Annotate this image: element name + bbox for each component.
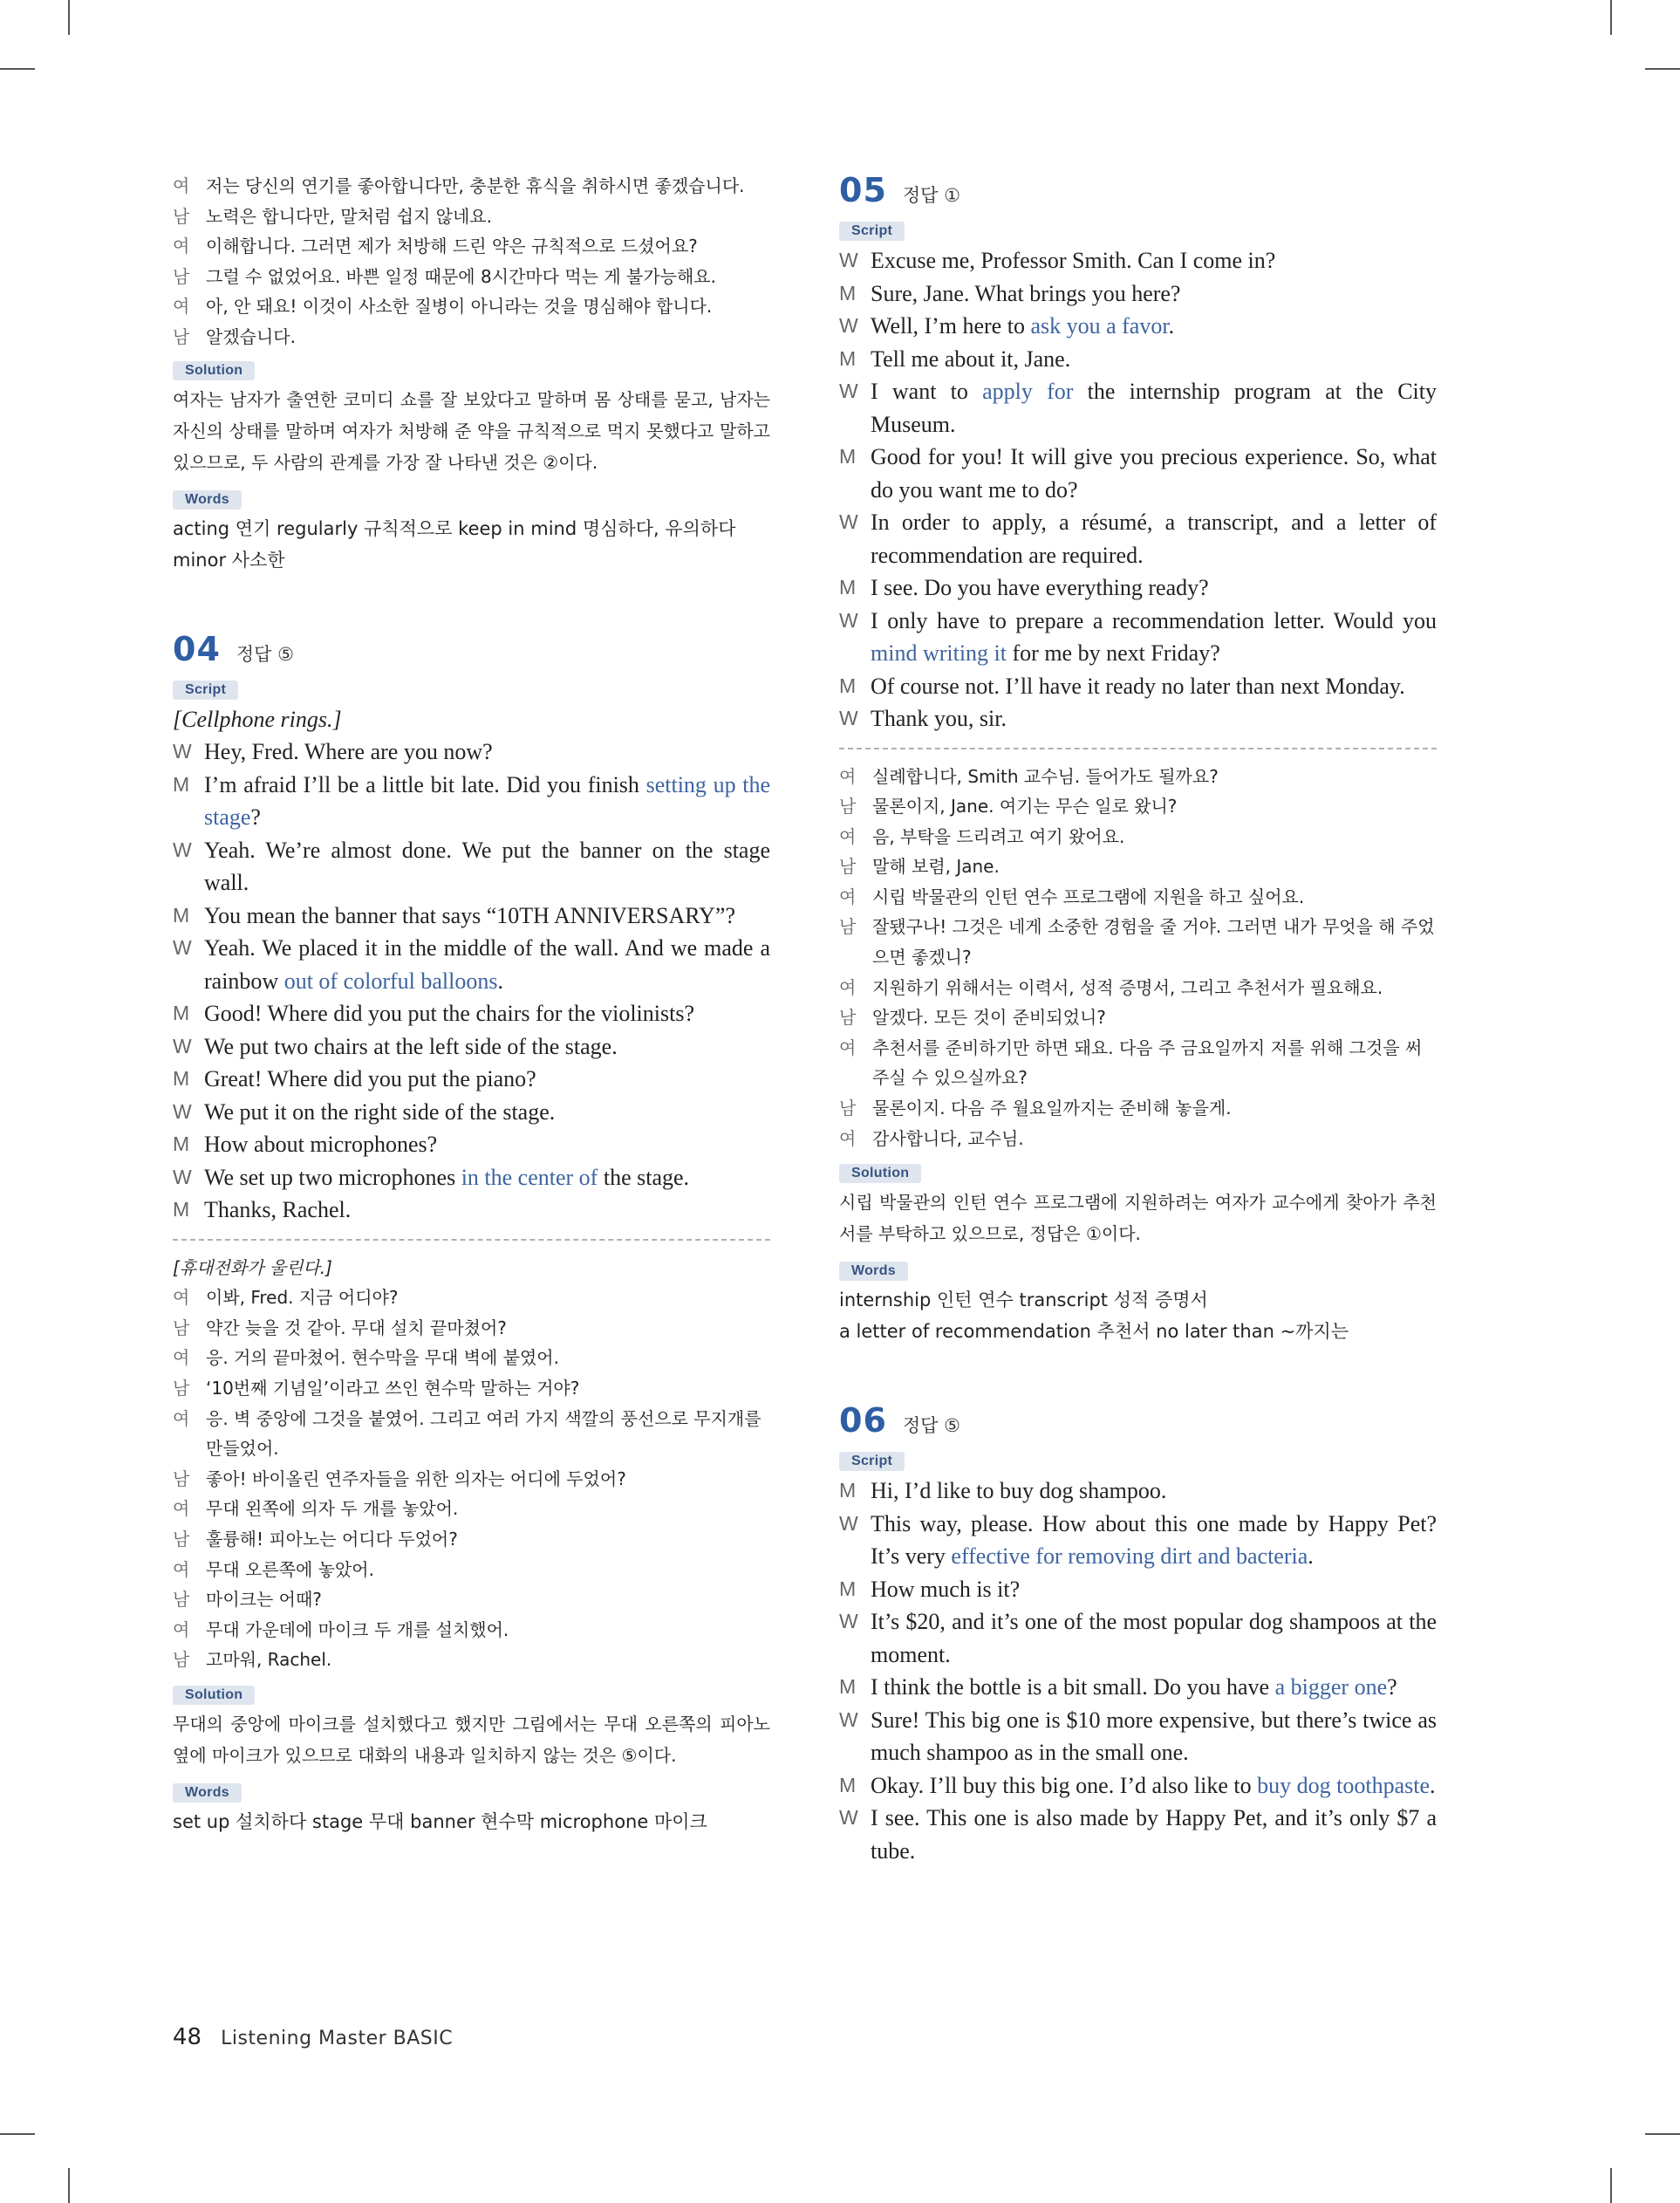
- dialogue-line: [173, 769, 770, 834]
- line-text: Yeah. We placed it in the middle of the wall. And we made a rainbow: [204, 935, 770, 994]
- line-text: 저는 당신의 연기를 좋아합니다만, 충분한 휴식을 취하시면 좋겠습니다.: [206, 175, 745, 196]
- line-text: the stage.: [598, 1164, 690, 1190]
- line-text: Great! Where did you put the piano?: [204, 1066, 536, 1092]
- words-badge: Words: [173, 490, 242, 510]
- speaker-label: M: [839, 1675, 857, 1699]
- line-text: Yeah. We’re almost done. We put the banner on the stage wall.: [204, 837, 770, 896]
- korean-line: [839, 1124, 1437, 1154]
- highlighted-phrase: effective for removing dirt and bacteria: [951, 1543, 1308, 1570]
- solution-text: 시립 박물관의 인턴 연수 프로그램에 지원하려는 여자가 교수에게 찾아가 추천서를 부탁하고 있으므로, 정답은 ①이다.: [839, 1192, 1437, 1245]
- dialogue-line: [173, 932, 770, 997]
- line-text: 말해 보렴, Jane.: [872, 856, 1000, 878]
- speaker-label: M: [839, 1773, 857, 1796]
- solution-badge: Solution: [839, 1164, 921, 1183]
- dialogue-line: [839, 310, 1437, 343]
- speaker-label: 여: [839, 765, 857, 787]
- speaker-label: M: [173, 1132, 190, 1156]
- line-text: 그럴 수 없었어요. 바쁜 일정 때문에 8시간마다 먹는 게 불가능해요.: [206, 265, 716, 287]
- words-line: acting 연기 regularly 규칙적으로 keep in mind 명심하다, 유의하다: [173, 517, 736, 539]
- dialogue-line: [173, 1063, 770, 1096]
- highlighted-phrase: out of colorful balloons: [283, 968, 498, 994]
- line-text: Tell me about it, Jane.: [871, 346, 1071, 372]
- words-line: set up 설치하다 stage 무대 banner 현수막 microphone 마이크: [173, 1810, 707, 1832]
- line-text: ?: [250, 804, 261, 831]
- line-text: 이봐, Fred. 지금 어디야?: [206, 1287, 399, 1309]
- korean-line: [839, 852, 1437, 882]
- dialogue-line: [173, 834, 770, 900]
- line-text: Okay. I’ll buy this big one. I’d also like to: [871, 1772, 1258, 1798]
- dialogue-line: [839, 605, 1437, 670]
- korean-line: [839, 882, 1437, 913]
- speaker-label: W: [839, 1610, 858, 1633]
- highlighted-phrase: apply for: [982, 379, 1074, 404]
- speaker-label: 여: [839, 886, 857, 907]
- line-text: It’s $20, and it’s one of the most popular dog shampoos at the moment.: [871, 1609, 1437, 1667]
- crop-mark: [1610, 0, 1612, 35]
- right-column: [839, 171, 1437, 1867]
- highlighted-phrase: ask you a favor: [1030, 313, 1169, 339]
- words-badge: Words: [173, 1783, 242, 1803]
- line-text: 응. 벽 중앙에 그것을 붙였어. 그리고 여러 가지 색깔의 풍선으로 무지개를 만들었어.: [206, 1407, 761, 1460]
- line-text: 응. 거의 끝마쳤어. 현수막을 무대 벽에 붙였어.: [206, 1347, 559, 1369]
- line-text: 무대 가운데에 마이크 두 개를 설치했어.: [206, 1618, 509, 1640]
- speaker-label: 여: [173, 296, 190, 318]
- line-text: the internship program at the City Museum.: [871, 379, 1437, 437]
- dialogue-line: [839, 1508, 1437, 1573]
- speaker-label: M: [839, 674, 857, 697]
- korean-line: [839, 762, 1437, 792]
- crop-mark: [68, 0, 70, 35]
- korean-line: [173, 1464, 770, 1495]
- speaker-label: 남: [839, 796, 857, 818]
- speaker-label: W: [173, 740, 192, 763]
- korean-line: [173, 1313, 770, 1344]
- dialogue-line: [839, 1769, 1437, 1803]
- question-header-04: [173, 630, 770, 668]
- line-text: 지원하기 위해서는 이력서, 성적 증명서, 그리고 추천서가 필요해요.: [872, 976, 1383, 998]
- dialogue-line: [839, 441, 1437, 506]
- crop-mark: [0, 68, 35, 70]
- speaker-label: M: [839, 346, 857, 370]
- line-text: 이해합니다. 그러면 제가 처방해 드린 약은 규칙적으로 드셨어요?: [206, 236, 698, 257]
- divider: [839, 748, 1437, 749]
- line-text: 알겠다. 모든 것이 준비되었니?: [872, 1007, 1106, 1029]
- korean-line: [839, 822, 1437, 852]
- speaker-label: 남: [839, 916, 857, 938]
- line-text: We set up two microphones: [204, 1164, 461, 1190]
- korean-stage-direction: [휴대전화가 울린다.]: [173, 1256, 332, 1278]
- speaker-label: 여: [173, 1347, 190, 1369]
- speaker-label: M: [173, 772, 190, 796]
- dialogue-line: [839, 506, 1437, 571]
- speaker-label: 남: [173, 265, 190, 287]
- line-text: ‘10번째 기념일’이라고 쓰인 현수막 말하는 거야?: [206, 1377, 580, 1399]
- question-number: 05: [839, 171, 887, 209]
- page-number: 48: [173, 2024, 202, 2050]
- speaker-label: W: [839, 1511, 858, 1535]
- speaker-label: 남: [173, 1649, 190, 1671]
- crop-mark: [0, 2133, 35, 2135]
- page-footer: [173, 2024, 453, 2050]
- dialogue-line: [839, 1573, 1437, 1606]
- dialogue-line: [839, 670, 1437, 703]
- speaker-label: M: [839, 445, 857, 468]
- dialogue-line: [173, 1030, 770, 1064]
- answer-label: 정답 ①: [902, 185, 960, 206]
- speaker-label: 여: [173, 1498, 190, 1520]
- dialogue-line: [839, 571, 1437, 605]
- words-line: internship 인턴 연수 transcript 성적 증명서: [839, 1290, 1208, 1311]
- words-line: minor 사소한: [173, 549, 285, 571]
- speaker-label: 여: [173, 236, 190, 257]
- line-text: Hey, Fred. Where are you now?: [204, 739, 493, 765]
- korean-line: [173, 1343, 770, 1373]
- line-text: 무대 오른쪽에 놓았어.: [206, 1558, 374, 1580]
- speaker-label: W: [173, 1099, 192, 1123]
- line-text: Well, I’m here to: [871, 313, 1031, 339]
- speaker-label: 여: [839, 825, 857, 847]
- script-badge: Script: [839, 1452, 905, 1471]
- speaker-label: 남: [173, 325, 190, 347]
- line-text: Excuse me, Professor Smith. Can I come in?: [871, 248, 1276, 273]
- top-korean-transcript: [173, 171, 770, 352]
- line-text: I think the bottle is a bit small. Do you have: [871, 1674, 1275, 1700]
- speaker-label: 남: [173, 1468, 190, 1489]
- line-text: Hi, I’d like to buy dog shampoo.: [871, 1478, 1167, 1504]
- korean-line: [839, 1002, 1437, 1033]
- korean-line: [173, 1645, 770, 1675]
- korean-line: [173, 262, 770, 292]
- speaker-label: W: [173, 838, 192, 861]
- speaker-label: W: [839, 1806, 858, 1830]
- speaker-label: 남: [173, 1317, 190, 1338]
- dialogue-line: [173, 735, 770, 769]
- line-text: 잘됐구나! 그것은 네게 소중한 경험을 줄 거야. 그러면 내가 무엇을 해 주었으면 좋겠니?: [872, 916, 1435, 968]
- solution-badge: Solution: [173, 1686, 255, 1705]
- line-text: Thank you, sir.: [871, 706, 1007, 731]
- line-text: 노력은 합니다만, 말처럼 쉽지 않네요.: [206, 205, 492, 227]
- speaker-label: 여: [839, 1127, 857, 1149]
- question-header-05: [839, 171, 1437, 209]
- dialogue-line: [839, 375, 1437, 441]
- korean-line: [839, 973, 1437, 1003]
- line-text: In order to apply, a résumé, a transcript, and a letter of recommendation are required.: [871, 510, 1437, 568]
- korean-line: [173, 202, 770, 232]
- korean-line: [173, 1615, 770, 1645]
- line-text: Thanks, Rachel.: [204, 1197, 352, 1223]
- korean-line: [173, 1494, 770, 1524]
- korean-line: [173, 291, 770, 322]
- korean-line: [173, 322, 770, 352]
- speaker-label: 여: [839, 976, 857, 998]
- speaker-label: 남: [173, 205, 190, 227]
- highlighted-phrase: a bigger one: [1274, 1674, 1388, 1700]
- line-text: 무대 왼쪽에 의자 두 개를 놓았어.: [206, 1498, 459, 1520]
- speaker-label: M: [173, 1198, 190, 1221]
- line-text: This way, please. How about this one made by Happy Pet? It’s very: [871, 1510, 1437, 1570]
- speaker-label: 여: [839, 1037, 857, 1058]
- speaker-label: W: [839, 314, 858, 337]
- speaker-label: W: [839, 707, 858, 729]
- speaker-label: M: [839, 281, 857, 304]
- dialogue-line: [839, 244, 1437, 277]
- speaker-label: W: [839, 510, 858, 533]
- speaker-label: W: [839, 608, 858, 632]
- crop-mark: [1645, 2133, 1680, 2135]
- dialogue-line: [839, 1671, 1437, 1704]
- korean-line: [173, 1584, 770, 1615]
- korean-line: [839, 1093, 1437, 1124]
- line-text: You mean the banner that says “10TH ANNIVERSARY”?: [204, 902, 735, 928]
- dialogue-line: [839, 702, 1437, 735]
- line-text: 물론이지. 다음 주 월요일까지는 준비해 놓을게.: [872, 1098, 1232, 1119]
- left-column: [173, 171, 770, 1837]
- line-text: for me by next Friday?: [1007, 640, 1220, 666]
- speaker-label: W: [173, 1165, 192, 1188]
- korean-line: [173, 1283, 770, 1313]
- words-badge: Words: [839, 1262, 908, 1281]
- line-text: 실례합니다, Smith 교수님. 들어가도 될까요?: [872, 765, 1219, 787]
- korean-line: [173, 171, 770, 202]
- crop-mark: [1610, 2168, 1612, 2203]
- question-header-06: [839, 1401, 1437, 1440]
- highlighted-phrase: in the center of: [461, 1164, 598, 1190]
- line-text: ?: [1387, 1674, 1397, 1700]
- korean-line: [839, 1033, 1437, 1093]
- korean-line: [173, 1555, 770, 1585]
- speaker-label: M: [839, 1577, 857, 1600]
- line-text: Good! Where did you put the chairs for the violinists?: [204, 1001, 695, 1027]
- line-text: We put it on the right side of the stage.: [204, 1098, 556, 1125]
- divider: [173, 1239, 770, 1241]
- answer-label: 정답 ⑤: [902, 1415, 960, 1437]
- line-text: .: [1430, 1772, 1436, 1798]
- question-number: 04: [173, 629, 221, 668]
- speaker-label: M: [839, 1479, 857, 1502]
- book-title: Listening Master BASIC: [221, 2028, 454, 2049]
- line-text: I want to: [871, 379, 983, 404]
- line-text: .: [497, 968, 503, 994]
- crop-mark: [1645, 68, 1680, 70]
- line-text: We put two chairs at the left side of the stage.: [204, 1033, 618, 1059]
- english-script: [839, 1474, 1437, 1867]
- line-text: 추천서를 준비하기만 하면 돼요. 다음 주 금요일까지 저를 위해 그것을 써 주실 수 있으실까요?: [872, 1037, 1423, 1089]
- speaker-label: 남: [173, 1377, 190, 1399]
- speaker-label: W: [839, 380, 858, 402]
- korean-line: [173, 231, 770, 262]
- line-text: I see. Do you have everything ready?: [871, 575, 1209, 600]
- speaker-label: M: [173, 1002, 190, 1025]
- stage-direction: [Cellphone rings.]: [173, 706, 342, 732]
- korean-transcript: [173, 1283, 770, 1675]
- korean-transcript: [839, 762, 1437, 1154]
- speaker-label: M: [173, 1067, 190, 1091]
- dialogue-line: [839, 1704, 1437, 1769]
- question-number: 06: [839, 1401, 887, 1440]
- english-script: [173, 735, 770, 1227]
- solution-text: 여자는 남자가 출연한 코미디 쇼를 잘 보았다고 말하며 몸 상태를 묻고, 남자는 자신의 상태를 말하며 여자가 처방해 준 약을 규칙적으로 먹지 못했다고 말하고 있으므로, 두 사람의 관계를 가장 잘 나타낸 것은 ②이다.: [173, 388, 770, 473]
- dialogue-line: [839, 277, 1437, 311]
- korean-line: [173, 1373, 770, 1404]
- line-text: 알겠습니다.: [206, 325, 296, 347]
- line-text: I see. This one is also made by Happy Pet, and it’s only $7 a tube.: [871, 1805, 1437, 1864]
- dialogue-line: [173, 900, 770, 933]
- speaker-label: W: [839, 249, 858, 271]
- line-text: How much is it?: [871, 1576, 1021, 1602]
- solution-text: 무대의 중앙에 마이크를 설치했다고 했지만 그림에서는 무대 오른쪽의 피아노 옆에 마이크가 있으므로 대화의 내용과 일치하지 않는 것은 ⑤이다.: [173, 1713, 770, 1766]
- line-text: 시립 박물관의 인턴 연수 프로그램에 지원을 하고 싶어요.: [872, 886, 1305, 907]
- line-text: 물론이지, Jane. 여기는 무슨 일로 왔니?: [872, 796, 1178, 818]
- script-badge: Script: [173, 681, 238, 700]
- highlighted-phrase: mind writing it: [871, 640, 1007, 666]
- korean-line: [839, 912, 1437, 972]
- line-text: 훌륭해! 피아노는 어디다 두었어?: [206, 1528, 458, 1550]
- speaker-label: 여: [173, 175, 190, 196]
- line-text: 감사합니다, 교수님.: [872, 1127, 1024, 1149]
- solution-badge: Solution: [173, 361, 255, 380]
- dialogue-line: [173, 1128, 770, 1161]
- dialogue-line: [839, 1605, 1437, 1671]
- line-text: 고마워, Rachel.: [206, 1649, 332, 1671]
- crop-mark: [68, 2168, 70, 2203]
- line-text: How about microphones?: [204, 1132, 438, 1158]
- highlighted-phrase: buy dog toothpaste: [1257, 1772, 1431, 1798]
- line-text: Sure! This big one is $10 more expensive, but there’s twice as much shampoo as in the small one.: [871, 1707, 1437, 1766]
- speaker-label: 남: [839, 856, 857, 878]
- korean-line: [839, 791, 1437, 822]
- line-text: .: [1308, 1543, 1314, 1570]
- line-text: 약간 늦을 것 같아. 무대 설치 끝마쳤어?: [206, 1317, 507, 1338]
- line-text: 마이크는 어때?: [206, 1589, 322, 1611]
- line-text: I’m afraid I’ll be a little bit late. Did you finish: [204, 771, 646, 797]
- speaker-label: W: [173, 1034, 192, 1057]
- speaker-label: 여: [173, 1287, 190, 1309]
- line-text: Sure, Jane. What brings you here?: [871, 280, 1181, 306]
- speaker-label: 남: [173, 1589, 190, 1611]
- dialogue-line: [839, 1802, 1437, 1867]
- line-text: 음, 부탁을 드리려고 여기 왔어요.: [872, 825, 1125, 847]
- speaker-label: 남: [173, 1528, 190, 1550]
- speaker-label: M: [839, 576, 857, 599]
- line-text: I only have to prepare a recommendation letter. Would you: [871, 607, 1437, 633]
- line-text: Of course not. I’ll have it ready no later than next Monday.: [871, 673, 1405, 699]
- korean-line: [173, 1404, 770, 1464]
- dialogue-line: [173, 1194, 770, 1227]
- speaker-label: W: [839, 1707, 858, 1731]
- dialogue-line: [173, 1161, 770, 1194]
- highlighted-phrase: setting up the stage: [204, 771, 770, 831]
- speaker-label: 여: [173, 1558, 190, 1580]
- dialogue-line: [839, 1474, 1437, 1508]
- line-text: .: [1168, 313, 1175, 339]
- speaker-label: M: [173, 903, 190, 927]
- answer-label: 정답 ⑤: [236, 643, 294, 665]
- english-script: [839, 244, 1437, 735]
- line-text: 좋아! 바이올린 연주자들을 위한 의자는 어디에 두었어?: [206, 1468, 626, 1489]
- line-text: 아, 안 돼요! 이것이 사소한 질병이 아니라는 것을 명심해야 합니다.: [206, 296, 713, 318]
- dialogue-line: [173, 997, 770, 1030]
- speaker-label: 남: [839, 1098, 857, 1119]
- script-badge: Script: [839, 222, 905, 241]
- dialogue-line: [839, 343, 1437, 376]
- dialogue-line: [173, 1096, 770, 1129]
- korean-line: [173, 1524, 770, 1555]
- words-line: a letter of recommendation 추천서 no later than ~까지는: [839, 1321, 1349, 1343]
- speaker-label: 여: [173, 1618, 190, 1640]
- speaker-label: 남: [839, 1007, 857, 1029]
- speaker-label: 여: [173, 1407, 190, 1429]
- line-text: Good for you! It will give you precious experience. So, what do you want me to do?: [871, 444, 1437, 503]
- speaker-label: W: [173, 936, 192, 960]
